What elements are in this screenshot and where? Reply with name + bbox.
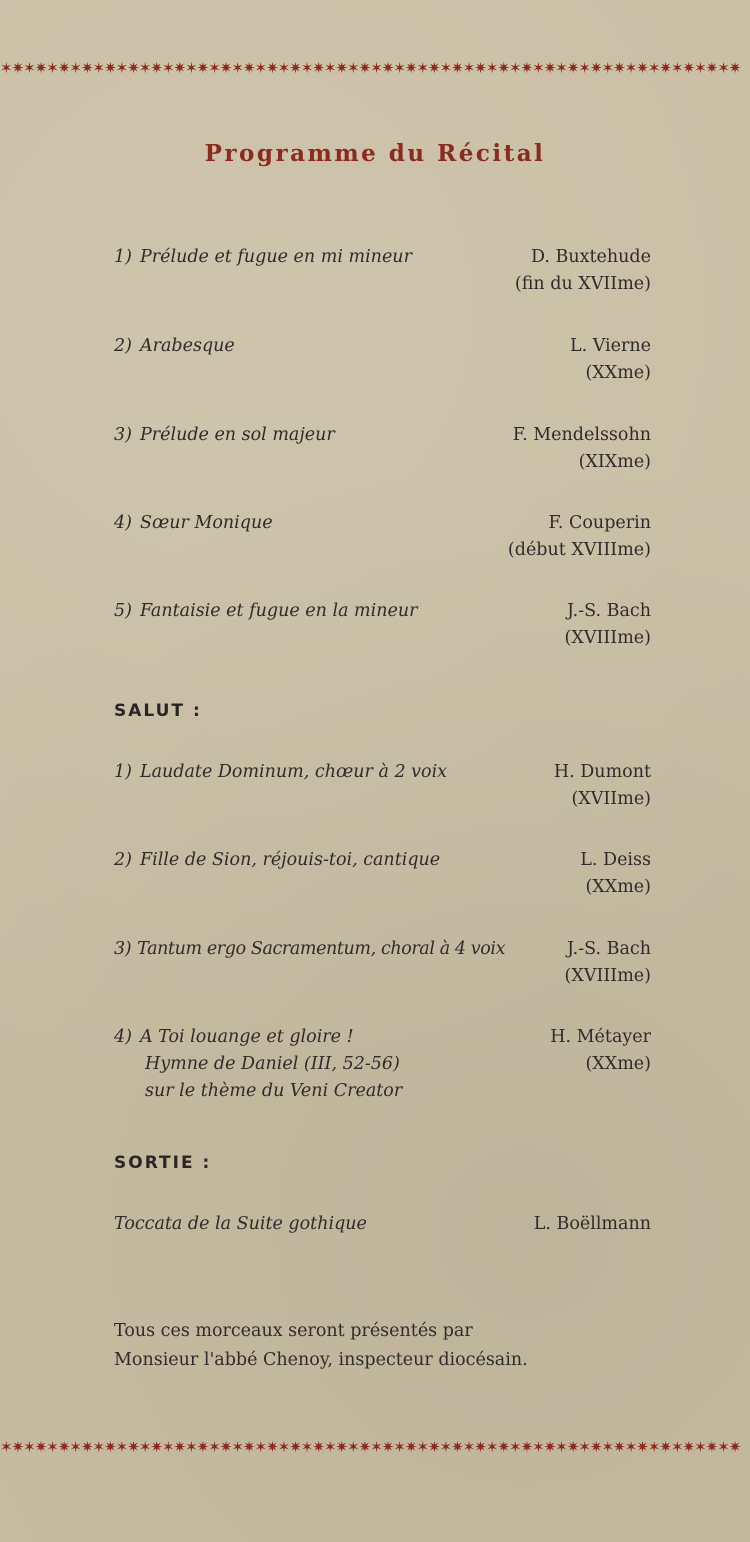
item-composer: H. Dumont [553,762,651,782]
item-title-line2: Hymne de Daniel (III, 52-56) [145,1054,400,1074]
note-line: Monsieur l'abbé Chenoy, inspecteur diocésain. [114,1350,528,1370]
note-line: Tous ces morceaux seront présentés par [114,1321,473,1341]
item-title: Sœur Monique [139,513,273,533]
item-composer: L. Boëllmann [533,1214,651,1234]
item-period: (XXme) [585,1054,651,1074]
top-decorative-border: ✶✷✶✷✶✷✶✷✶✷✶✷✶✷✶✷✶✷✶✷✶✷✶✷✶✷✶✷✶✷✶✷✶✷✶✷✶✷✶✷✶✷✶✷✶✷✶✷✶✷✶✷✶✷✶✷✶✷✶✷✶✷✶✷ [0,59,741,77]
item-number: 5) [114,601,132,621]
bottom-decorative-border: ✶✷✶✷✶✷✶✷✶✷✶✷✶✷✶✷✶✷✶✷✶✷✶✷✶✷✶✷✶✷✶✷✶✷✶✷✶✷✶✷✶✷✶✷✶✷✶✷✶✷✶✷✶✷✶✷✶✷✶✷✶✷✶✷ [0,1438,741,1456]
item-composer: F. Mendelssohn [512,425,651,445]
item-number: 2) [114,336,132,356]
item-number: 3) [114,939,132,959]
item-composer: F. Couperin [548,513,651,533]
item-number: 3) [114,425,132,445]
item-title: Toccata de la Suite gothique [114,1214,367,1234]
item-number: 4) [114,1027,132,1047]
item-composer: J.-S. Bach [567,601,651,621]
item-title: Laudate Dominum, chœur à 2 voix [139,762,448,782]
salut-heading: SALUT : [114,701,202,721]
item-number: 4) [114,513,132,533]
item-period: (XIXme) [578,452,651,472]
item-title: Prélude et fugue en mi mineur [139,247,412,267]
sortie-heading: SORTIE : [114,1153,212,1173]
item-title: Tantum ergo Sacramentum, choral à 4 voix [137,939,506,959]
item-period: (XVIIme) [571,789,651,809]
item-title-line3: sur le thème du Veni Creator [145,1081,403,1101]
item-period: (début XVIIIme) [507,540,651,560]
item-title: Fille de Sion, réjouis-toi, cantique [139,850,441,870]
item-composer: D. Buxtehude [530,247,651,267]
item-period: (fin du XVIIme) [514,274,651,294]
item-composer: H. Métayer [550,1027,651,1047]
page-title: Programme du Récital [204,140,546,167]
item-period: (XXme) [585,877,651,897]
item-number: 1) [114,247,132,267]
item-period: (XVIIIme) [564,628,651,648]
item-period: (XVIIIme) [564,966,651,986]
item-composer: L. Vierne [569,336,651,356]
item-title: Prélude en sol majeur [139,425,335,445]
item-period: (XXme) [585,363,651,383]
item-title: Arabesque [139,336,235,356]
item-composer: L. Deiss [580,850,651,870]
item-number: 1) [114,762,132,782]
item-title: Fantaisie et fugue en la mineur [139,601,418,621]
presentation-note [114,1317,528,1375]
item-composer: J.-S. Bach [567,939,651,959]
item-number: 2) [114,850,132,870]
item-title: A Toi louange et gloire ! [139,1027,354,1047]
